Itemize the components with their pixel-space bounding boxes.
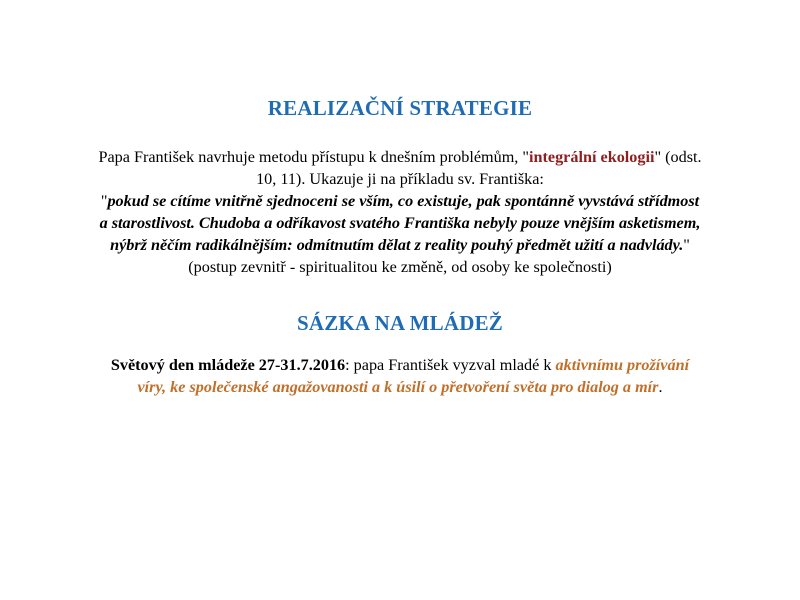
quote-line: a starostlivost. Chudoba a odříkavost svatého Františka nebyly pouze vnějším asketismem,	[99, 214, 701, 232]
quote-line	[40, 234, 760, 256]
paragraph-strategy	[40, 146, 760, 278]
highlight-text: aktivnímu prožívání	[555, 356, 690, 374]
quote-mark: "	[683, 236, 690, 254]
paragraph-line	[40, 376, 760, 398]
event-name: Světový den mládeže 27-31.7.2016	[110, 356, 346, 374]
paragraph-line: 10, 11). Ukazuje ji na příkladu sv. Františka:	[256, 170, 544, 188]
highlight-text: víry, ke společenské angažovanosti a k úsilí o přetvoření světa pro dialog a mír	[137, 378, 659, 396]
paragraph-line	[40, 354, 760, 376]
text-run: : papa František vyzval mladé k	[345, 356, 556, 374]
quote-mark: "	[100, 192, 108, 210]
text-run: .	[658, 378, 663, 396]
text-run: Papa František navrhuje metodu přístupu k dnešním problémům, "	[98, 148, 530, 166]
quote-text: nýbrž něčím radikálnějším: odmítnutím dělat z reality pouhý předmět užití a nadvlády.	[110, 236, 684, 254]
heading-realizacni-strategie: REALIZAČNÍ STRATEGIE	[267, 96, 533, 120]
paragraph-line-note: (postup zevnitř - spiritualitou ke změně, od osoby ke společnosti)	[188, 258, 612, 276]
paragraph-line	[40, 146, 760, 168]
quote-text: pokud se cítíme vnitřně sjednoceni se vším, co existuje, pak spontánně vyvstává střídmost	[107, 192, 700, 210]
text-run: " (odst.	[654, 148, 702, 166]
highlight-integralni-ekologii: integrální ekologii	[529, 148, 655, 166]
quote-line	[40, 190, 760, 212]
paragraph-youth	[40, 354, 760, 398]
heading-sazka-na-mladez: SÁZKA NA MLÁDEŽ	[296, 311, 504, 335]
